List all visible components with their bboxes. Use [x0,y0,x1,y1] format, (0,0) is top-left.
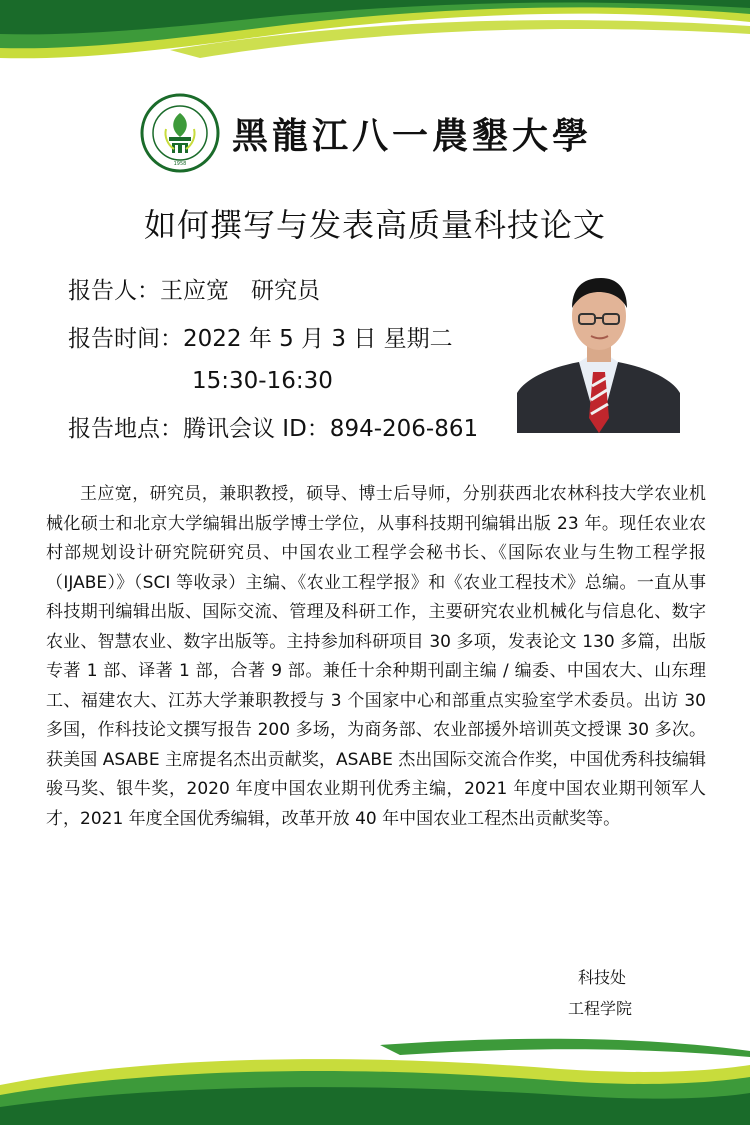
bottom-wave-decoration [0,1025,750,1125]
time-line [68,320,453,353]
organizer-2: 工程学院 [568,999,633,1018]
top-wave-decoration [0,0,750,80]
speaker-title: 研究员 [251,278,320,304]
organizer-1: 科技处 [578,968,627,987]
speaker-biography: 王应宽，研究员，兼职教授，硕导、博士后导师，分别获西北农林科技大学农业机械化硕士和北京大学编辑出版学博士学位，从事科技期刊编辑出版 23 年。现任农业农村部规划设计研究院研究员、中国农业工程学会秘书长、《国际农业与生物工程学报（IJABE）》（SCI 等收录）主编、《农业工程学报》和《农业工程技术》总编。一直从事科技期刊编辑出版、国际交流、管理及科研工作，主要研究农业机械化与信息化、数字农业、智慧农业、数字出版等。主持参加科研项目 30 多项，发表论文 130 多篇，出版专著 1 部、译著 1 部，合著 9 部。兼任十余种期刊副主编 / 编委、中国农大、山东理工、福建农大、江苏大学兼职教授与 3 个国家中心和部重点实验室学术委员。出访 30 多国，作科技论文撰写报告 200 多场，为商务部、农业部援外培训英文授课 30 多次。获美国 ASABE 主席提名杰出贡献奖，ASABE 杰出国际交流合作奖，中国优秀科技编辑骏马奖、银牛奖，2020 年度中国农业期刊优秀主编，2021 年度中国农业期刊领军人才，2021 年度全国优秀编辑，改革开放 40 年中国农业工程杰出贡献奖等。 [46,484,706,829]
place-label: 报告地点： [68,416,183,442]
speaker-photo [517,268,680,433]
time-range: 15:30-16:30 [192,368,333,394]
lecture-date: 2022 年 5 月 3 日 星期二 [183,326,453,352]
time-label: 报告时间： [68,326,183,352]
university-name: 黑龍江八一農墾大學 [232,114,593,157]
svg-text:1958: 1958 [173,161,187,167]
meeting-id: 腾讯会议 ID：894-206-861 [183,416,479,442]
university-header [140,88,592,178]
speaker-name: 王应宽 [160,278,229,304]
speaker-line [68,272,320,305]
university-seal-logo [140,93,220,173]
place-line [68,410,478,443]
speaker-label: 报告人： [68,278,160,304]
lecture-title: 如何撰写与发表高质量科技论文 [143,206,606,244]
